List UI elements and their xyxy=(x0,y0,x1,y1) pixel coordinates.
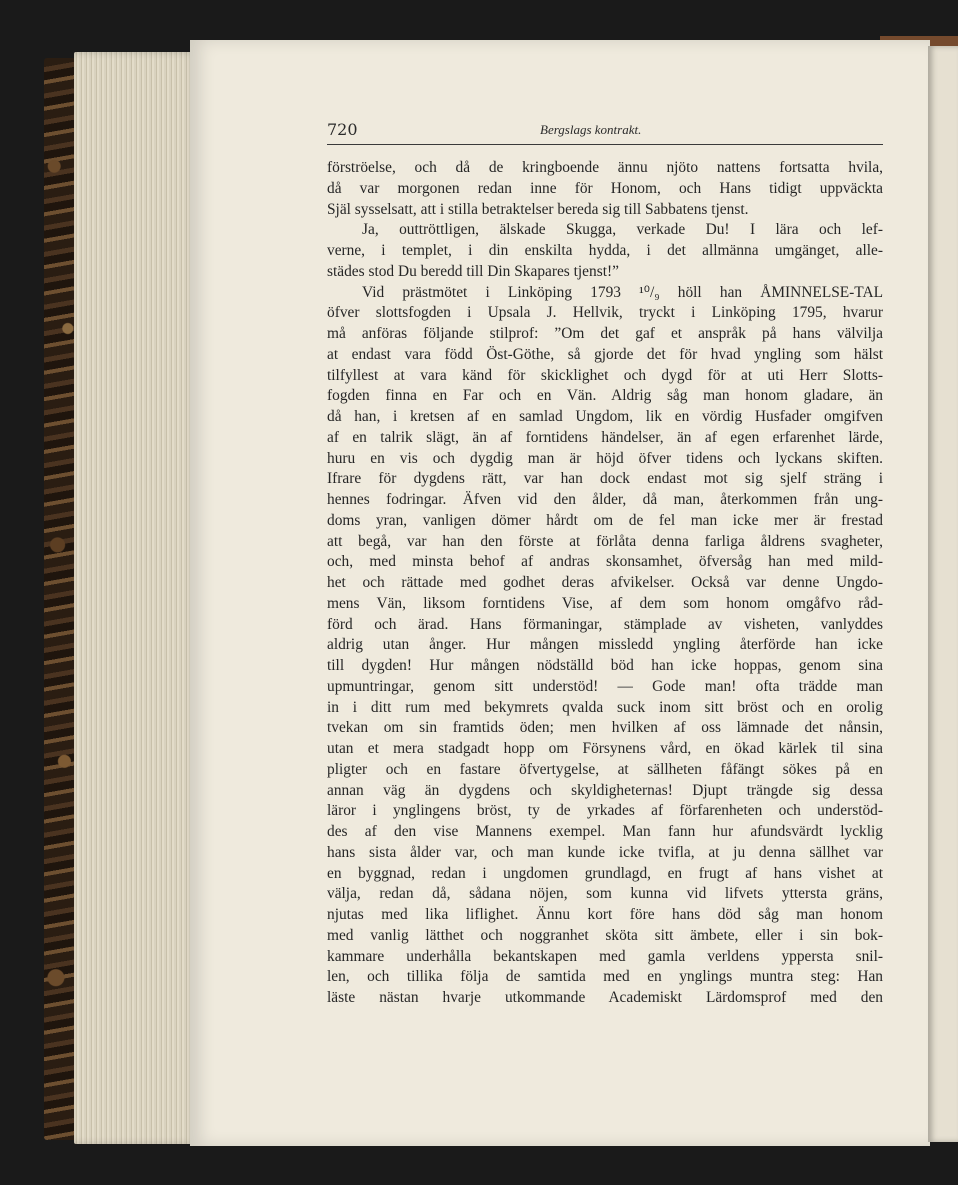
text-line: förd och ärad. Hans förmaningar, stämplade av visheten, vanlyddes xyxy=(327,615,883,633)
text-line: verne, i templet, i din enskilta hydda, i det allmänna umgänget, alle- xyxy=(327,242,883,259)
page-header xyxy=(327,120,883,142)
text-line: läror i ynglingens bröst, ty de yrkades af förfarenheten och understöd- xyxy=(327,802,883,820)
text-line: välja, redan då, sådana nöjen, som kunna vid lifvets yttersta gräns, xyxy=(327,885,883,903)
text-line: fogden finna en Far och en Vän. Aldrig såg man honom gladare, än xyxy=(327,387,883,405)
text-line: aldrig utan ånger. Hur mången missledd yngling återförde han icke xyxy=(327,636,883,654)
page-edges xyxy=(74,52,198,1144)
text-line: annan väg än dygdens och skyldigheternas! Djupt trängde sig dessa xyxy=(327,781,883,799)
text-line: huru en vis och dygdig man är höjd öfver tidens och lyckans skiften. xyxy=(327,449,883,467)
facing-page-edge xyxy=(928,46,958,1142)
text-line: utan et mera stadgadt hopp om Försynens vård, en ökad kärlek til sina xyxy=(327,740,883,757)
text-line: med vanlig lätthet och noggranhet sköta sitt ämbete, eller i sin bok- xyxy=(327,926,883,944)
text-line: förströelse, och då de kringboende ännu njöto nattens fortsatta hvila, xyxy=(327,159,883,176)
text-line: mens Vän, liksom forntidens Vise, af dem som honom omgåfvo råd- xyxy=(327,594,883,612)
text-line: Ifrare för dygdens rätt, var han dock endast mot sig sjelf sträng i xyxy=(327,470,883,488)
text-line: tilfyllest at vara känd för skicklighet och dygd för at uti Herr Slotts- xyxy=(327,366,883,384)
text-line: och, med minsta behof af andras skonsamhet, öfversåg han med mild- xyxy=(327,553,883,571)
page-number: 720 xyxy=(327,120,358,139)
running-head: Bergslags kontrakt. xyxy=(540,122,642,137)
header-rule xyxy=(327,144,883,145)
text-line: till dygden! Hur mången nödställd böd han icke hoppas, genom sina xyxy=(327,657,883,674)
text-line: in i ditt rum med bekymrets qvalda suck inom sitt bröst och en orolig xyxy=(327,698,883,716)
text-line: len, och tillika följa de samtida med en ynglings muntra steg: Han xyxy=(327,968,883,986)
text-line: då han, i kretsen af en samlad Ungdom, lik en vördig Husfader omgifven xyxy=(327,408,883,425)
text-line: kammare underhålla bekantskapen med gamla verldens yppersta snil- xyxy=(327,947,883,965)
text-line: Ja, outtröttligen, älskade Skugga, verkade Du! I lära och lef- xyxy=(362,221,883,239)
text-line: af en talrik slägt, än af forntidens händelser, än af egen erfarenhet lärde, xyxy=(327,428,883,446)
text-line: Själ sysselsatt, att i stilla betraktelser bereda sig till Sabbatens tjenst. xyxy=(327,200,749,218)
text-line: hennes fodringar. Äfven vid den ålder, då man, återkommen från ung- xyxy=(327,491,883,508)
text-line: pligter och en fastare öfvertygelse, at sällheten fåfängt sökes på en xyxy=(327,760,883,778)
text-line: städes stod Du beredd till Din Skapares tjenst!” xyxy=(327,262,619,280)
body-text xyxy=(327,158,883,1009)
marbled-cover xyxy=(44,58,78,1140)
text-line: des af den vise Mannens exempel. Man fann hur afundsvärdt lycklig xyxy=(327,823,883,840)
text-line: öfver slottsfogden i Upsala J. Hellvik, tryckt i Linköping 1795, hvarur xyxy=(327,304,883,322)
text-line: njutas med lika liflighet. Ännu kort före hans död såg man honom xyxy=(327,906,883,923)
text-line: het och rättade med godhet deras afvikelser. Också var denne Ungdo- xyxy=(327,574,883,591)
text-line: då var morgonen redan inne för Honom, och Hans tidigt uppväckta xyxy=(327,179,883,197)
text-line: upmuntringar, genom sitt understöd! — Gode man! ofta trädde man xyxy=(327,677,883,695)
text-line: hans sista ålder var, och man kunde icke tvifla, at ju denna sällhet var xyxy=(327,843,883,861)
text-line: at endast vara född Öst-Göthe, så gjorde det för hvad yngling som hälst xyxy=(327,345,883,363)
text-line: tvekan om sin framtids öden; men hvilken af oss lämnade det nånsin, xyxy=(327,719,883,737)
text-line: doms yran, vanligen dömer hårdt om de fel man icke mer är frestad xyxy=(327,511,883,529)
text-line: Vid prästmötet i Linköping 1793 ¹⁰/₉ höll han ÅMINNELSE-TAL xyxy=(362,283,883,301)
text-line: att begå, var han den förste at förlåta denna farliga åldrens svagheter, xyxy=(327,532,883,550)
text-line: läste nästan hvarje utkommande Academiskt Lärdomsprof med den xyxy=(327,989,883,1006)
text-line: en byggnad, redan i ungdomen grundlagd, en frugt af hans vishet at xyxy=(327,864,883,882)
text-line: må anföras följande stilprof: ”Om det gaf et anspråk på hans välvilja xyxy=(327,325,883,342)
